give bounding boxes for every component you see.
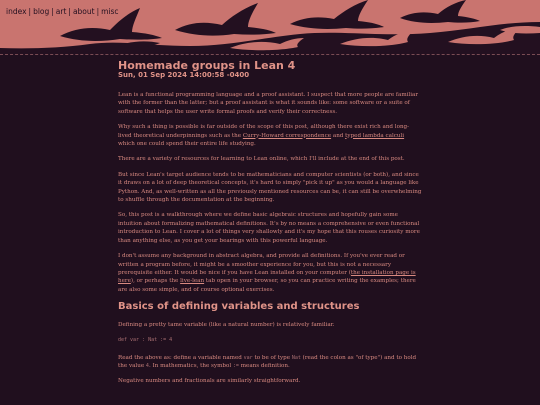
inline-code: Nat <box>291 354 301 361</box>
paragraph-text: Why such a thing is possible is far outside of the scope of this post, although there exist rich and long-lived theoretical underpinnings such as the <box>118 124 410 139</box>
blog-post <box>118 60 422 393</box>
nav-link-misc[interactable]: misc <box>101 7 119 16</box>
paragraph-text: . In mathematics, the symbol <box>148 362 233 369</box>
paragraph-text: and <box>331 132 346 139</box>
curry-howard-link[interactable]: Curry-Howard correspondence <box>242 132 332 139</box>
post-title: Homemade groups in Lean 4 <box>118 59 296 72</box>
section-heading: Basics of defining variables and structures <box>118 301 360 313</box>
paragraph-text: Read the above as: define a variable named <box>118 354 244 361</box>
nav-link-index[interactable]: index <box>6 7 27 16</box>
post-date: Sun, 01 Sep 2024 14:00:58 -0400 <box>118 71 250 79</box>
post-paragraph: So, this post is a walkthrough where we define basic algebraic structures and hopefully gain some intuition about formalizing mathematical definitions. It's by no means a comprehensive or even functional introduction to Lean. I cover a lot of things very shallowly and it's my hope that this rouses curiosity more than anything else, as you get your bearings with this powerful language. <box>118 212 420 244</box>
header-banner <box>0 0 540 55</box>
post-paragraph <box>118 252 422 294</box>
nav-link-art[interactable]: art <box>55 7 67 16</box>
inline-code: var <box>243 354 253 361</box>
nav-separator: | <box>96 7 100 16</box>
nav-separator: | <box>68 7 71 16</box>
lambda-calculi-link[interactable]: typed lambda calculi <box>345 132 405 139</box>
paragraph-text: which one could spend their entire life studying. <box>118 141 256 148</box>
paragraph-text: (read the colon as "of type") and to hold the value <box>118 354 417 369</box>
nav-link-about[interactable]: about <box>72 7 95 16</box>
post-paragraph: Defining a pretty tame variable (like a natural number) is relatively familiar. <box>118 322 335 329</box>
paragraph-text: ), or perhaps the <box>130 278 181 285</box>
post-paragraph: There are a variety of resources for learning to Lean online, which I'll include at the end of this post. <box>118 156 405 163</box>
nav-link-blog[interactable]: blog <box>33 7 50 16</box>
post-paragraph <box>118 123 422 148</box>
paragraph-text: tab open in your browser, so you can practice writing the examples; there are also some simple, and of course optional exercises. <box>118 278 416 293</box>
inline-code: := <box>232 362 239 369</box>
post-paragraph <box>118 354 422 371</box>
paragraph-text: to be of type <box>252 354 292 361</box>
installation-link[interactable]: the installation page is here <box>118 269 416 285</box>
paragraph-text: I don't assume any background in abstract algebra, and provide all definitions. If you've ever read or written a program before, it might be a smoother experience for you, but this is not a necessary prerequisite either. It would be nice if you have Lean installed on your computer ( <box>118 253 405 276</box>
nav-separator: | <box>51 7 54 16</box>
inline-code: 4 <box>145 362 149 369</box>
top-nav <box>6 7 119 16</box>
live-lean-link[interactable]: live-lean <box>180 278 205 285</box>
paragraph-text: means definition. <box>238 362 290 369</box>
banner-divider <box>0 54 540 55</box>
code-block: def var : Nat := 4 <box>118 336 173 343</box>
post-paragraph: Negative numbers and fractionals are similarly straightforward. <box>118 378 301 385</box>
post-paragraph: But since Lean's target audience tends to be mathematicians and computer scientists (or both), and since it draws on a lot of deep theoretical concepts, it's hard to simply "pick it up" as you would a language like Python. And, as well-written as all the previously mentioned resources can be, it can still be overwhelming to shuffle through the documentation at the beginning. <box>118 171 422 204</box>
nav-separator: | <box>28 7 32 16</box>
post-paragraph: Lean is a functional programming language and a proof assistant. I suspect that more people are familiar with the former than the latter; but a proof assistant is what it sounds like: some software or a suite of software that helps the user write formal proofs and verify their correctness. <box>118 92 418 115</box>
